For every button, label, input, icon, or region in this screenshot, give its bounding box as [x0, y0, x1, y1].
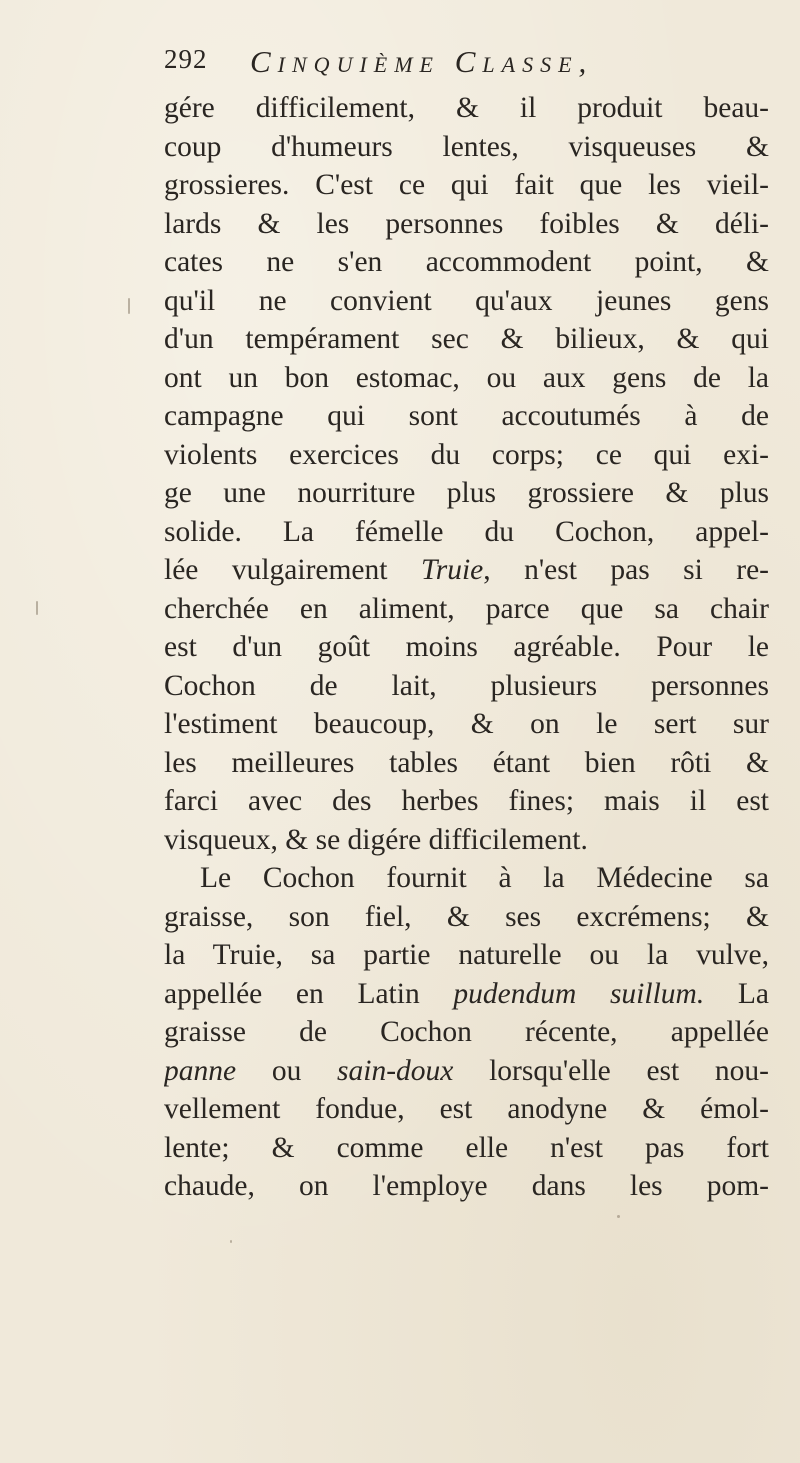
running-head: Cinquième Classe, — [250, 44, 594, 79]
paragraph-first-line: Le Cochon fournit à la Médecine sa — [200, 862, 769, 894]
text-line-latin — [164, 975, 769, 1014]
italic-term: sain-doux — [337, 1054, 454, 1087]
page-header — [164, 44, 764, 84]
text-line: l'estiment beaucoup, & on le sert sur — [164, 708, 769, 740]
text-line: lards & les personnes foibles & déli- — [164, 207, 769, 240]
text-line: lente; & comme elle n'est pas fort — [164, 1131, 769, 1164]
text-fragment: lée vulgairement — [164, 554, 388, 586]
italic-term: Truie — [420, 554, 484, 586]
paper-speck — [617, 1215, 620, 1218]
text-fragment: ou — [271, 1054, 302, 1087]
italic-term: panne — [164, 1054, 237, 1087]
text-fragment: appellée en Latin — [164, 977, 420, 1010]
text-line: farci avec des herbes fines; mais il est — [164, 785, 769, 817]
text-line: ge une nourriture plus grossiere & plus — [164, 477, 769, 509]
text-fragment: lorsqu'elle est nou- — [489, 1054, 769, 1087]
text-line: coup d'humeurs lentes, visqueuses & — [164, 130, 769, 163]
text-fragment: , n'est pas si re- — [483, 554, 769, 586]
text-line-panne — [164, 1052, 769, 1091]
paper-speck — [36, 601, 38, 615]
text-fragment: La — [737, 977, 769, 1010]
text-line: qu'il ne convient qu'aux jeunes gens — [164, 284, 769, 317]
text-line-truie — [164, 551, 769, 590]
text-line: grossieres. C'est ce qui fait que les vieil- — [164, 169, 769, 201]
text-line: cates ne s'en accommodent point, & — [164, 246, 769, 278]
text-line: chaude, on l'employe dans les pom- — [164, 1170, 769, 1202]
page-number: 292 — [164, 44, 208, 74]
text-line: graisse, son fiel, & ses excrémens; & — [164, 900, 769, 933]
text-line: est d'un goût moins agréable. Pour le — [164, 631, 769, 663]
text-line: la Truie, sa partie naturelle ou la vulve, — [164, 939, 769, 971]
text-line: cherchée en aliment, parce que sa chair — [164, 592, 769, 625]
text-line: gére difficilement, & il produit beau- — [164, 92, 769, 124]
body-text — [164, 89, 769, 1206]
text-line: graisse de Cochon récente, appellée — [164, 1016, 769, 1048]
italic-term: pudendum suillum. — [453, 977, 705, 1010]
text-line: les meilleures tables étant bien rôti & — [164, 746, 769, 779]
paper-speck — [128, 298, 130, 314]
text-line: visqueux, & se digére difficilement. — [164, 823, 588, 856]
paper-speck — [230, 1240, 232, 1243]
text-line: violents exercices du corps; ce qui exi- — [164, 438, 769, 471]
text-line: Cochon de lait, plusieurs personnes — [164, 669, 769, 702]
text-line: ont un bon estomac, ou aux gens de la — [164, 361, 769, 394]
text-line: vellement fondue, est anodyne & émol- — [164, 1093, 769, 1125]
text-line: solide. La fémelle du Cochon, appel- — [164, 515, 769, 548]
text-line: campagne qui sont accoutumés à de — [164, 400, 769, 432]
text-line: d'un tempérament sec & bilieux, & qui — [164, 323, 769, 355]
